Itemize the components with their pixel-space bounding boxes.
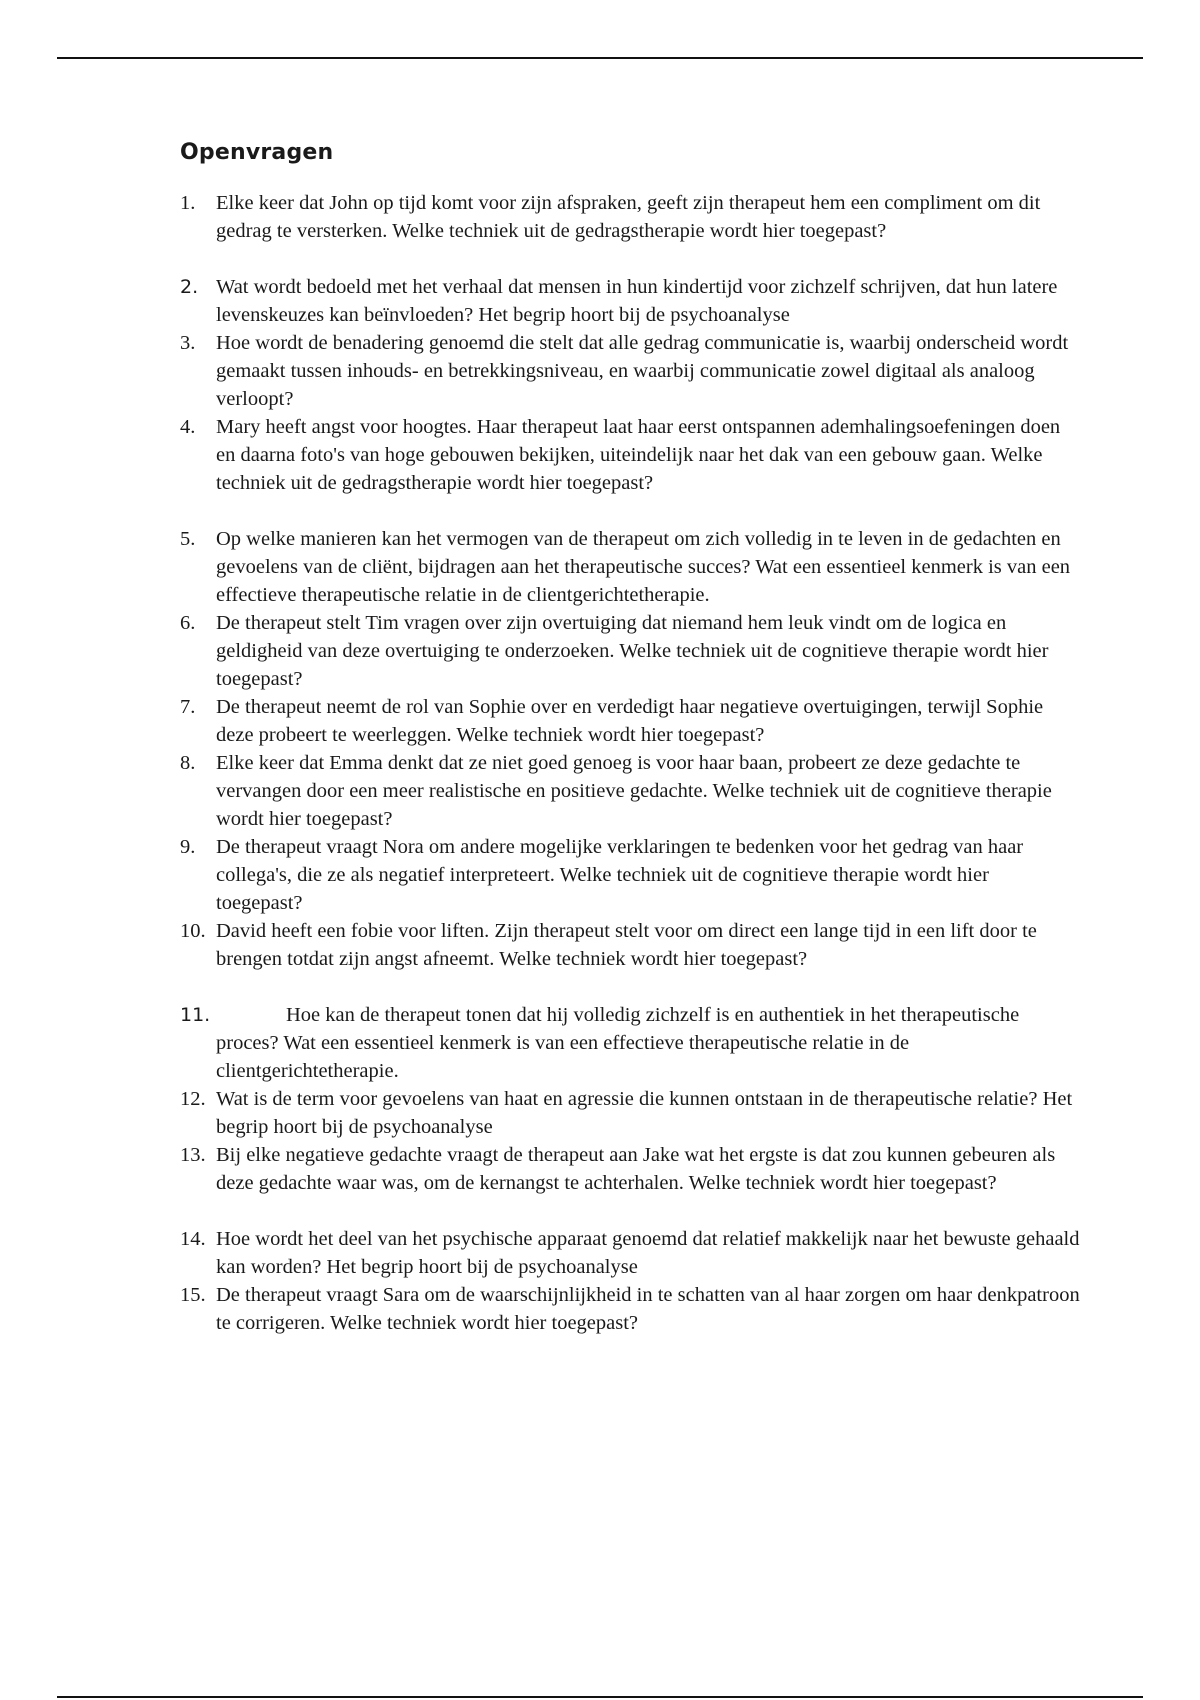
top-rule [57, 57, 1143, 59]
item-text: David heeft een fobie voor liften. Zijn therapeut stelt voor om direct een lange tijd in een lift door te brengen totdat zijn angst afneemt. Welke techniek wordt hier toegepast? [216, 920, 1037, 970]
item-number: 6. [180, 612, 196, 634]
item-text: Elke keer dat Emma denkt dat ze niet goed genoeg is voor haar baan, probeert ze deze gedachte te vervangen door een meer realistische en positieve gedachte. Welke techniek uit de cognitieve therapie wordt hier toegepast? [216, 752, 1052, 830]
item-text: De therapeut vraagt Nora om andere mogelijke verklaringen te bedenken voor het gedrag van haar collega's, die ze als negatief interpreteert. Welke techniek uit de cognitieve therapie wordt hier toegepast? [216, 836, 1024, 914]
list-item [180, 189, 1080, 245]
question-list [180, 189, 1080, 1337]
list-item [180, 1141, 1080, 1197]
list-item [180, 525, 1080, 609]
item-number: 1. [180, 192, 196, 214]
list-item [180, 1085, 1080, 1141]
item-text: Op welke manieren kan het vermogen van de therapeut om zich volledig in te leven in de gedachten en gevoelens van de cliënt, bijdragen aan het therapeutische succes? Wat een essentieel kenmerk is van een effectieve therapeutische relatie in de clientgerichtetherapie. [216, 528, 1071, 606]
item-number: 9. [180, 836, 196, 858]
bottom-rule [57, 1696, 1143, 1698]
page-title: Openvragen [180, 140, 334, 165]
item-number: 2. [180, 276, 199, 298]
list-item [180, 749, 1080, 833]
item-text: Wat wordt bedoeld met het verhaal dat mensen in hun kindertijd voor zichzelf schrijven, dat hun latere levenskeuzes kan beïnvloeden? Het begrip hoort bij de psychoanalyse [216, 276, 1058, 326]
item-text: Hoe wordt de benadering genoemd die stelt dat alle gedrag communicatie is, waarbij onderscheid wordt gemaakt tussen inhouds- en betrekkingsniveau, en waarbij communicatie zowel digitaal als analoog verloopt? [216, 332, 1069, 410]
item-number: 10. [180, 920, 206, 942]
list-item [180, 273, 1080, 329]
list-item [180, 693, 1080, 749]
document-body [180, 140, 1080, 1337]
item-number: 12. [180, 1088, 206, 1110]
list-item [180, 1281, 1080, 1337]
list-item [180, 609, 1080, 693]
item-text: Mary heeft angst voor hoogtes. Haar therapeut laat haar eerst ontspannen ademhalingsoefeningen doen en daarna foto's van hoge gebouwen bekijken, uiteindelijk naar het dak van een gebouw gaan. Welke techniek uit de gedragstherapie wordt hier toegepast? [216, 416, 1061, 494]
list-item [180, 1001, 1080, 1085]
item-number: 14. [180, 1228, 206, 1250]
item-text: Elke keer dat John op tijd komt voor zijn afspraken, geeft zijn therapeut hem een compliment om dit gedrag te versterken. Welke techniek uit de gedragstherapie wordt hier toegepast? [216, 192, 1041, 242]
item-text: Wat is de term voor gevoelens van haat en agressie die kunnen ontstaan in de therapeutische relatie? Het begrip hoort bij de psychoanalyse [216, 1088, 1073, 1138]
list-item [180, 413, 1080, 497]
item-text: De therapeut vraagt Sara om de waarschijnlijkheid in te schatten van al haar zorgen om haar denkpatroon te corrigeren. Welke techniek wordt hier toegepast? [216, 1284, 1080, 1334]
item-number: 15. [180, 1284, 206, 1306]
list-item [180, 329, 1080, 413]
item-text: Hoe wordt het deel van het psychische apparaat genoemd dat relatief makkelijk naar het bewuste gehaald kan worden? Het begrip hoort bij de psychoanalyse [216, 1228, 1080, 1278]
item-number: 5. [180, 528, 196, 550]
item-text: De therapeut neemt de rol van Sophie over en verdedigt haar negatieve overtuigingen, terwijl Sophie deze probeert te weerleggen. Welke techniek wordt hier toegepast? [216, 696, 1044, 746]
list-item [180, 917, 1080, 973]
item-number: 3. [180, 332, 196, 354]
item-number: 13. [180, 1144, 206, 1166]
item-number: 7. [180, 696, 196, 718]
item-text: De therapeut stelt Tim vragen over zijn overtuiging dat niemand hem leuk vindt om de logica en geldigheid van deze overtuiging te onderzoeken. Welke techniek uit de cognitieve therapie wordt hier toegepast? [216, 612, 1049, 690]
list-item [180, 833, 1080, 917]
item-text: Bij elke negatieve gedachte vraagt de therapeut aan Jake wat het ergste is dat zou kunnen gebeuren als deze gedachte waar was, om de kernangst te achterhalen. Welke techniek wordt hier toegepast? [216, 1144, 1056, 1194]
list-item [180, 1225, 1080, 1281]
item-number: 8. [180, 752, 196, 774]
item-number: 11. [180, 1004, 211, 1026]
item-text: Hoe kan de therapeut tonen dat hij volledig zichzelf is en authentiek in het therapeutische proces? Wat een essentieel kenmerk is van een effectieve therapeutische relatie in de clientgerichtetherapie. [216, 1004, 1020, 1082]
item-number: 4. [180, 416, 196, 438]
